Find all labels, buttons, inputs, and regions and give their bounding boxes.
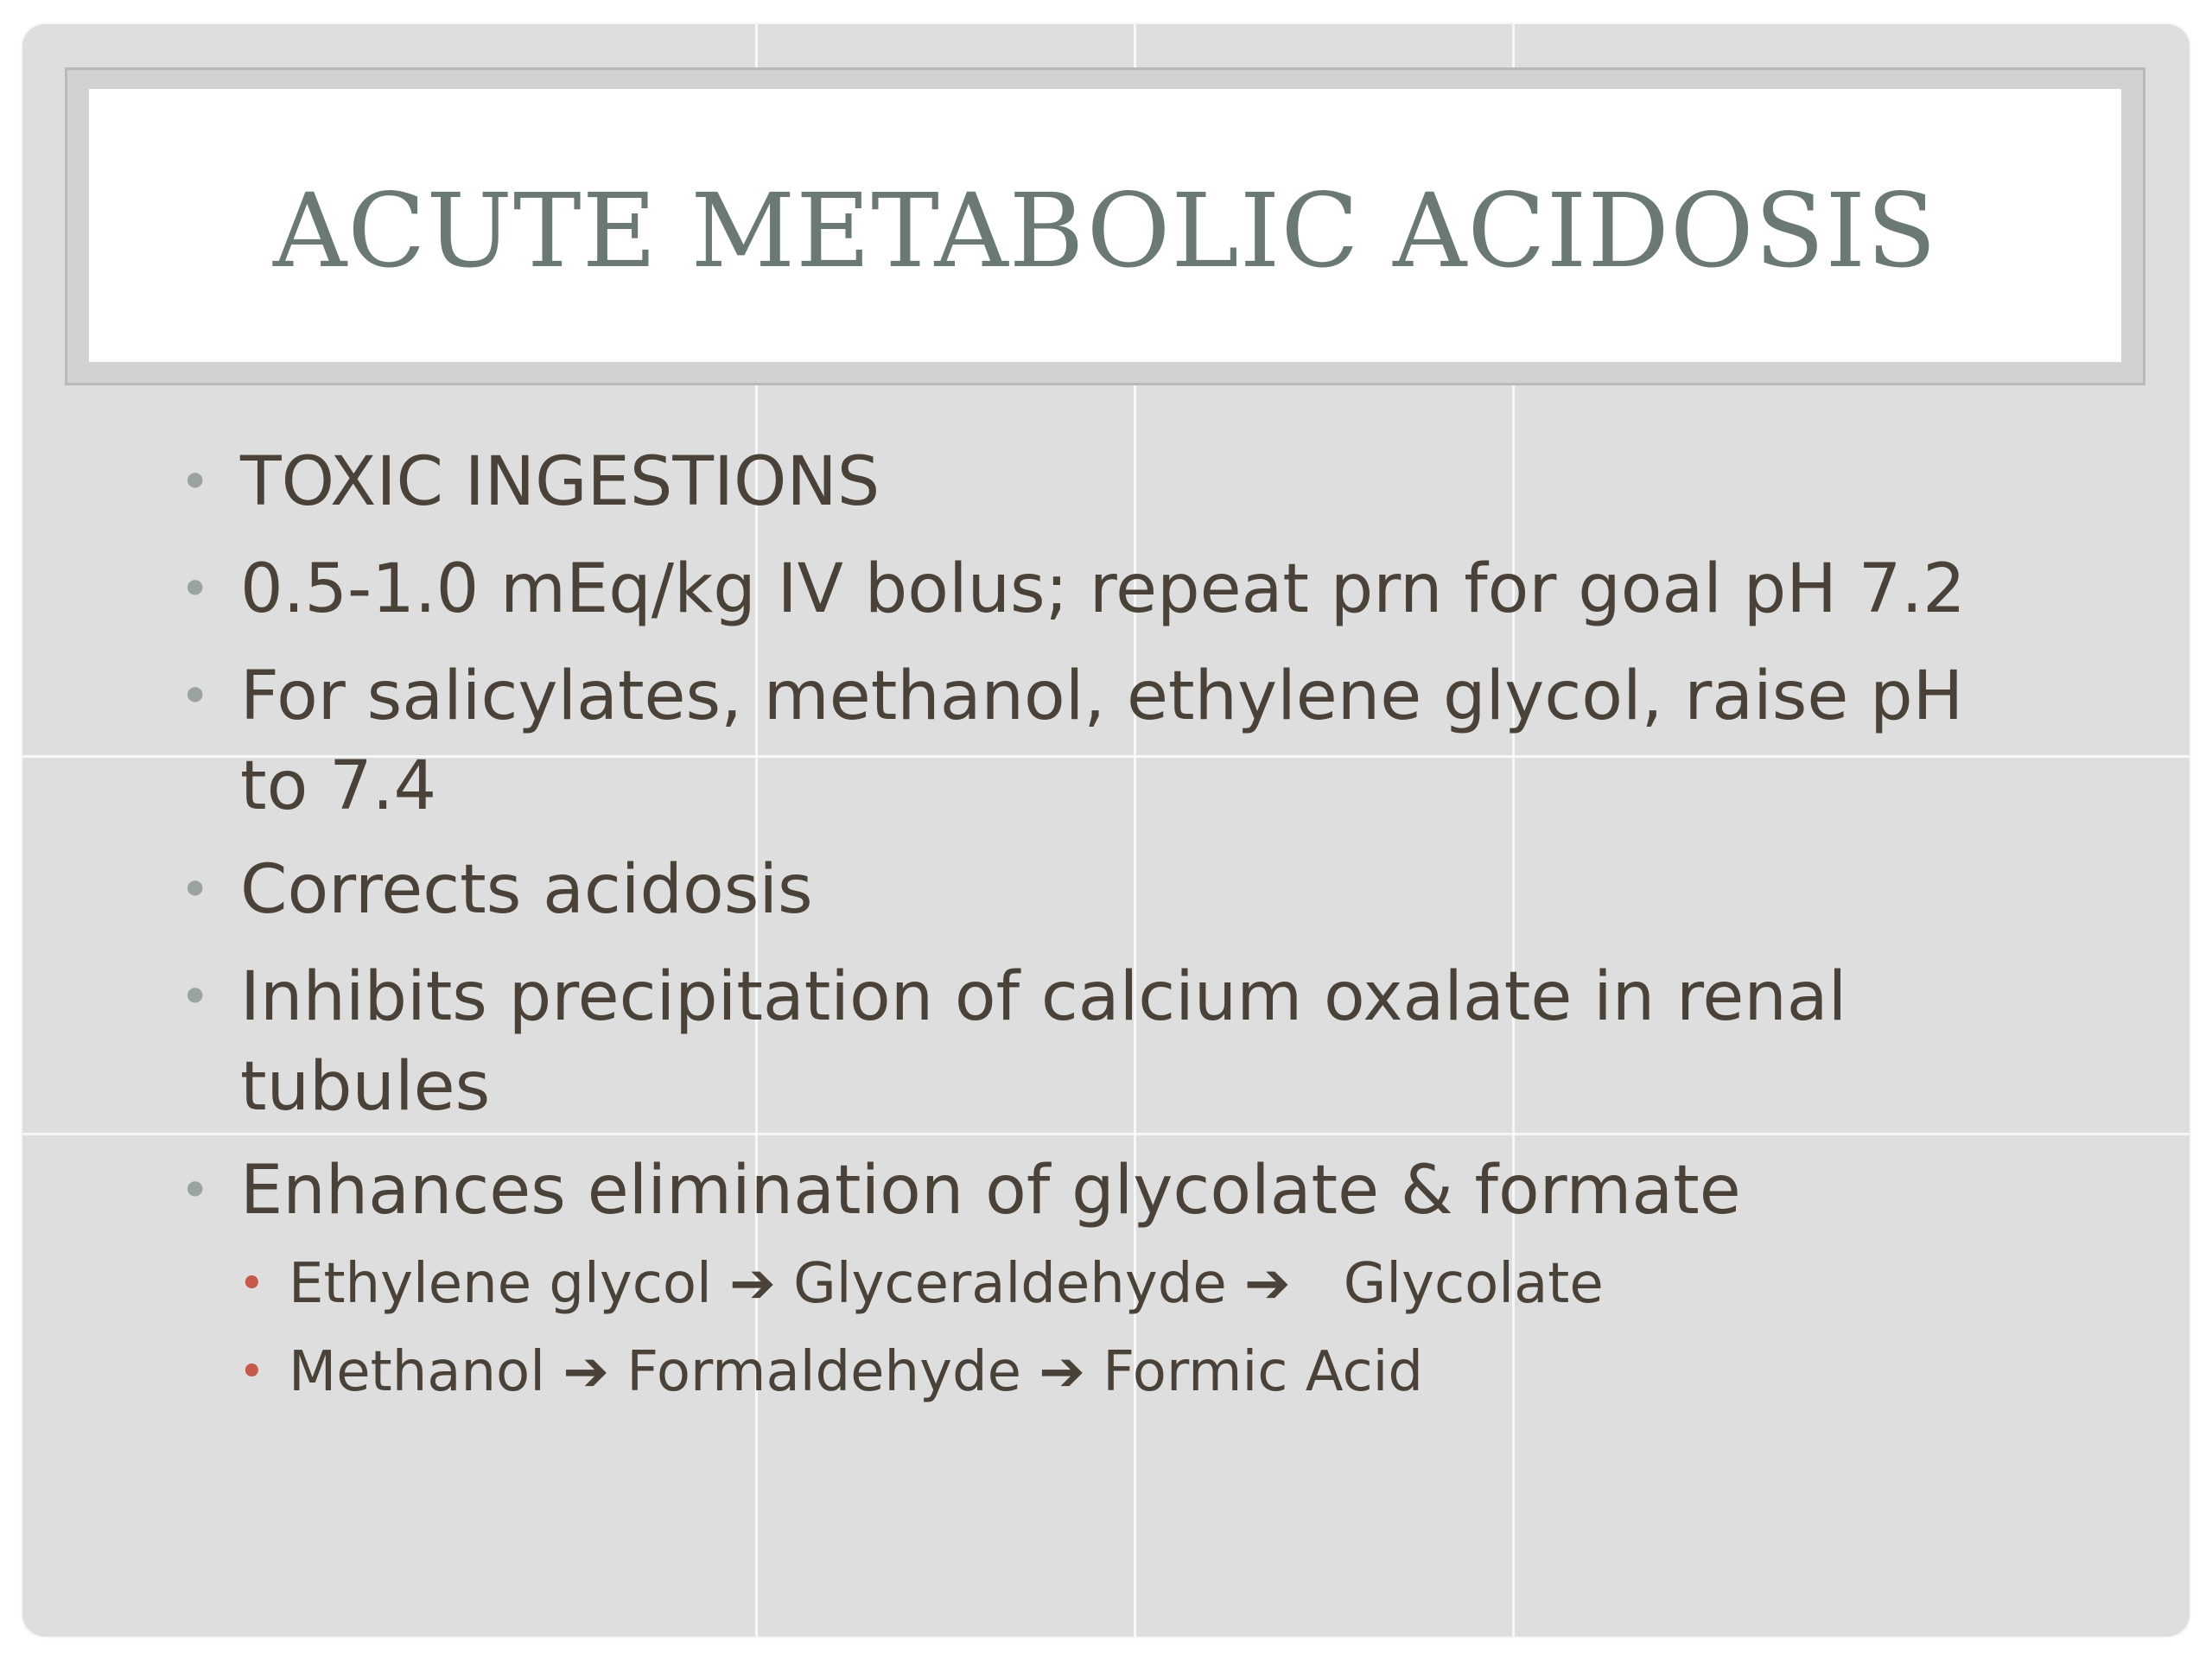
bullet-text: to 7.4 xyxy=(240,747,437,825)
bullet-text: For salicylates, methanol, ethylene glycol, raise pH xyxy=(240,658,1964,735)
sub-bullet-item xyxy=(230,1239,1604,1329)
bullet-item xyxy=(162,952,1847,1042)
bullet-text: Corrects acidosis xyxy=(240,851,813,929)
bullet-item xyxy=(162,544,1966,634)
bullet-dot-icon: • xyxy=(180,559,211,620)
bullet-item-continuation xyxy=(162,741,436,831)
sub-bullet-dot-icon: • xyxy=(238,1258,265,1310)
bullet-text: 0.5-1.0 mEq/kg IV bolus; repeat prn for goal pH 7.2 xyxy=(240,550,1966,628)
bullet-item xyxy=(162,652,1963,741)
bullet-item xyxy=(162,1146,1741,1236)
bullet-dot-icon: • xyxy=(180,1160,211,1221)
bullet-text: TOXIC INGESTIONS xyxy=(240,443,880,521)
bullet-dot-icon: • xyxy=(180,666,211,727)
bullet-item xyxy=(162,437,880,527)
sub-bullet-dot-icon: • xyxy=(238,1346,265,1398)
bullet-text: Enhances elimination of glycolate & formate xyxy=(240,1152,1741,1230)
bullet-dot-icon: • xyxy=(180,860,211,920)
bullet-item-continuation xyxy=(162,1042,490,1132)
bullet-dot-icon: • xyxy=(180,967,211,1027)
sub-bullet-text: Ethylene glycol ➔ Glyceraldehyde ➔ Glycolate xyxy=(289,1252,1604,1316)
bullet-dot-icon: • xyxy=(180,452,211,512)
sub-bullet-text: Methanol ➔ Formaldehyde ➔ Formic Acid xyxy=(289,1340,1424,1404)
bullet-item xyxy=(162,845,813,935)
bullet-text: Inhibits precipitation of calcium oxalate in renal xyxy=(240,958,1847,1036)
slide-title: ACUTE METABOLIC ACIDOSIS xyxy=(273,171,1937,290)
bullet-text: tubules xyxy=(240,1048,491,1126)
sub-bullet-item xyxy=(230,1327,1423,1417)
bullet-list xyxy=(22,24,2190,1637)
bullet-indent xyxy=(162,1042,240,1132)
slide xyxy=(22,24,2190,1637)
bullet-indent xyxy=(162,741,240,831)
